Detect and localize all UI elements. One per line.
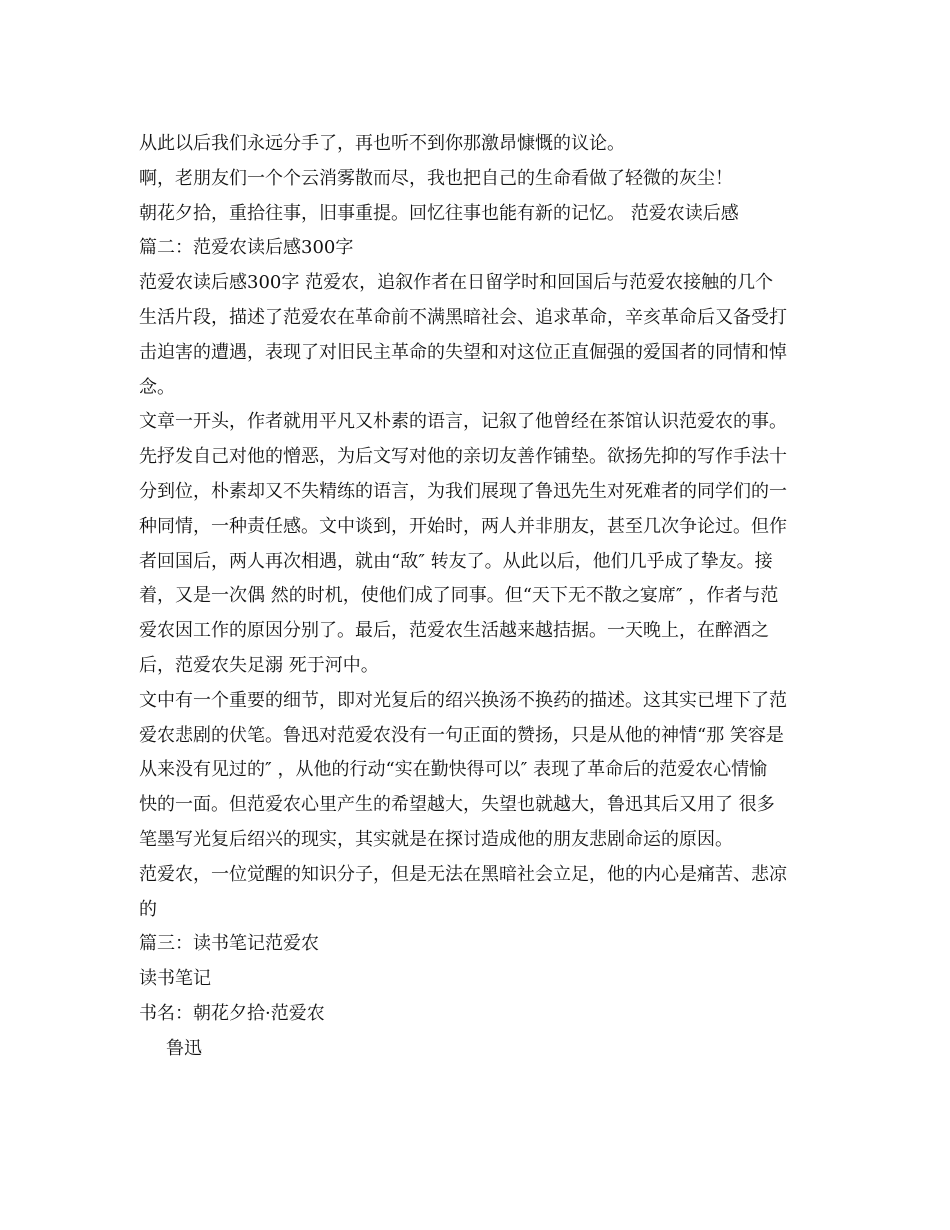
text-line: 念。 — [139, 376, 175, 398]
text-line: 的 — [139, 898, 157, 920]
text-line: 种同情，一种责任感。文中谈到，开始时，两人并非朋友，甚至几次争论过。但作 — [139, 515, 787, 537]
text-line: 快的一面。但范爱农心里产生的希望越大，失望也就越大，鲁迅其后又用了 很多 — [139, 794, 775, 816]
text-line: 后，范爱农失足溺 死于河中。 — [139, 654, 379, 676]
text-line: 分到位，朴素却又不失精练的语言，为我们展现了鲁迅先生对死难者的同学们的一 — [139, 480, 787, 502]
text-line: 先抒发自己对他的憎恶，为后文写对他的亲切友善作铺垫。欲扬先抑的写作手法十 — [139, 446, 787, 468]
text-line: 笔墨写光复后绍兴的现实，其实就是在探讨造成他的朋友悲剧命运的原因。 — [139, 828, 733, 850]
text-line: 生活片段，描述了范爱农在革命前不满黑暗社会、追求革命，辛亥革命后又备受打 — [139, 306, 787, 328]
text-line: 啊，老朋友们一个个云消雾散而尽，我也把自己的生命看做了轻微的灰尘！ — [139, 167, 733, 189]
text-line: 读书笔记 — [139, 968, 211, 990]
text-line: 者回国后，两人再次相遇，就由“敌″ 转友了。从此以后，他们几乎成了挚友。接 — [139, 550, 773, 572]
section-heading: 篇三：读书笔记范爱农 — [139, 933, 319, 955]
text-line: 范爱农，一位觉醒的知识分子，但是无法在黑暗社会立足，他的内心是痛苦、悲凉 — [139, 863, 787, 885]
text-line: 爱农悲剧的伏笔。鲁迅对范爱农没有一句正面的赞扬，只是从他的神情“那 笑容是 — [139, 724, 784, 746]
text-line: 文中有一个重要的细节，即对光复后的绍兴换汤不换药的描述。这其实已埋下了范 — [139, 689, 787, 711]
text-line: 着，又是一次偶 然的时机，使他们成了同事。但“天下无不散之宴席″ ，作者与范 — [139, 585, 779, 607]
text-line: 文章一开头，作者就用平凡又朴素的语言，记叙了他曾经在茶馆认识范爱农的事。 — [139, 411, 787, 433]
document-body — [139, 127, 814, 1067]
section-heading: 篇二：范爱农读后感300字 — [139, 237, 354, 259]
text-line: 击迫害的遭遇，表现了对旧民主革命的失望和对这位正直倔强的爱国者的同情和悼 — [139, 341, 787, 363]
book-title-line: 书名：朝花夕拾·范爱农 — [139, 1002, 325, 1024]
text-line: 从此以后我们永远分手了，再也听不到你那激昂慷慨的议论。 — [139, 133, 625, 154]
text-line: 范爱农读后感300字 范爱农，追叙作者在日留学时和回国后与范爱农接触的几个 — [139, 272, 774, 294]
text-line: 朝花夕拾，重拾往事，旧事重提。回忆往事也能有新的记忆。 范爱农读后感 — [139, 202, 739, 224]
text-line: 爱农因工作的原因分别了。最后，范爱农生活越来越拮据。一天晚上，在醉酒之 — [139, 620, 769, 642]
author-line: 鲁迅 — [166, 1037, 202, 1059]
text-line: 从来没有见过的″ ，从他的行动“实在勤快得可以″ 表现了革命后的范爱农心情愉 — [139, 759, 768, 781]
